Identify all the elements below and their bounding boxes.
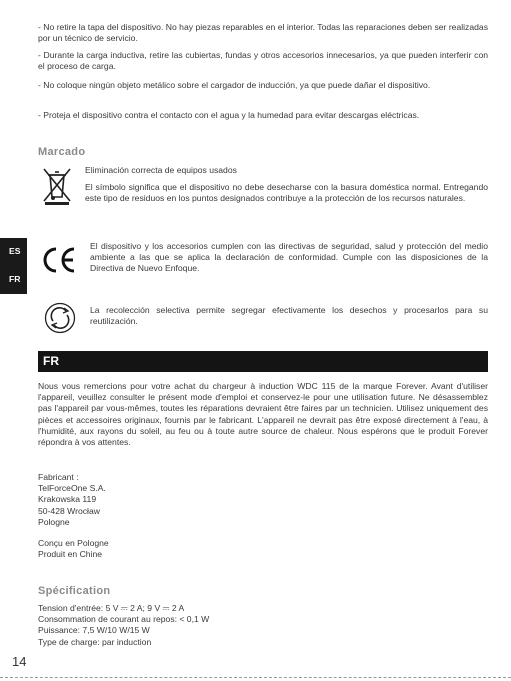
spec-item: Consommation de courant au repos: < 0,1 W (38, 614, 210, 625)
page-number: 14 (12, 654, 27, 669)
marcado-heading: Marcado (38, 146, 86, 158)
manufacturer-line: Pologne (38, 516, 70, 527)
spec-item: Puissance: 7,5 W/10 W/15 W (38, 625, 150, 636)
origin-line: Conçu en Pologne (38, 538, 109, 548)
origin-block (38, 538, 338, 560)
safety-paragraph-3: - No coloque ningún objeto metálico sobre el cargador de inducción, ya que puede dañar el dispositivo. (38, 80, 431, 90)
fr-section-label: FR (43, 354, 59, 368)
origin-line: Produit en Chine (38, 549, 103, 560)
safety-paragraph-4: - Proteja el dispositivo contra el contacto con el agua y la humedad para evitar descargas eléctricas. (38, 110, 420, 120)
recycle-description: La recolección selectiva permite segregar efectivamente los desechos y procesarlos para su reutilización. (90, 305, 488, 327)
spec-item: Tension d'entrée: 5 V ⎓ 2 A; 9 V ⎓ 2 A (38, 603, 185, 613)
weee-bin-icon (40, 166, 74, 206)
fr-intro-paragraph: Nous vous remercions pour votre achat du chargeur à induction WDC 115 de la marque Forever. Avant d'utiliser l'appareil, veuillez consulter le présent mode d'emploi et conservez-le pour une utilisation future. Ne désassemblez pas l'appareil par vous-mêmes, toutes les réparations devraient être faires par un technicien. Utilisez uniquement des pièces et accessoires originaux, fournis par le fabricant. L'appareil ne devrait pas être exposé directement à l'eau, à l'humidité, aux rayons du soleil, au feu ou à toute autre source de chaleur. Nous espérons que le produit Forever répondra à vos attentes. (38, 381, 488, 448)
manufacturer-line: 50-428 Wrocław (38, 505, 100, 516)
fr-section-bar (38, 351, 488, 372)
side-tab-es: ES (9, 246, 21, 256)
manufacturer-line: Fabricant : (38, 472, 79, 482)
side-tab-fr: FR (9, 274, 21, 284)
weee-description: El símbolo significa que el dispositivo no debe desecharse con la basura doméstica normal. Entregando este tipo de residuos en los puntos designados contribuye a la protección de los recursos naturales. (85, 182, 488, 204)
language-side-tab (0, 238, 27, 294)
spec-list (38, 603, 438, 648)
safety-paragraph-1: - No retire la tapa del dispositivo. No hay piezas reparables en el interior. Todas las reparaciones deben ser realizadas por un técnico de servicio. (38, 22, 488, 44)
ce-mark-icon (40, 246, 78, 274)
manufacturer-line: TelForceOne S.A. (38, 483, 106, 494)
safety-paragraph-2: - Durante la carga inductiva, retire las cubiertas, fundas y otros accesorios innecesarios, ya que pueden interferir con el proceso de carga. (38, 50, 488, 72)
weee-title: Eliminación correcta de equipos usados (85, 165, 237, 175)
manufacturer-block (38, 472, 338, 528)
manufacturer-line: Krakowska 119 (38, 494, 97, 505)
recycle-icon (44, 302, 76, 334)
bottom-divider (0, 677, 511, 678)
ce-description: El dispositivo y los accesorios cumplen con las directivas de seguridad, salud y protección del medio ambiente a las que se aplica la declaración de conformidad. Cumple con las disposiciones de la Directiva de Nuevo Enfoque. (90, 241, 488, 274)
specification-heading: Spécification (38, 585, 111, 597)
spec-item: Type de charge: par induction (38, 636, 152, 647)
